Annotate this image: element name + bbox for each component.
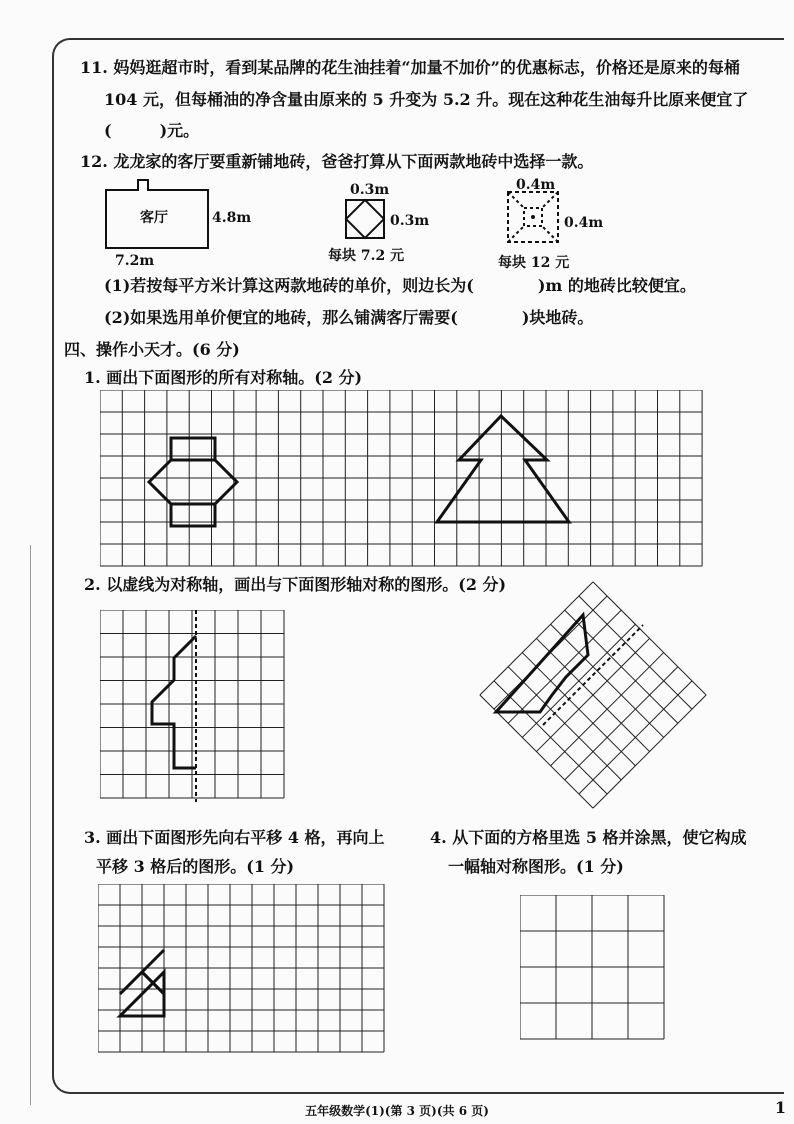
tile1-square [346, 200, 384, 238]
page-mark: 1 [774, 1098, 786, 1117]
q12-sub1: (1)若按每平方米计算这两款地砖的单价，则边长为( )m 的地砖比较便宜。 [104, 276, 696, 295]
s4-q2: 2. 以虚线为对称轴，画出与下面图形轴对称的图形。(2 分) [84, 575, 507, 594]
grid-q4 [520, 895, 670, 1045]
grid-q3 [98, 884, 388, 1054]
tile2-top: 0.4m [516, 177, 556, 193]
tile1-side: 0.3m [390, 213, 430, 229]
half-figure [152, 636, 196, 768]
room-width: 7.2m [115, 253, 155, 269]
s4-q3-line1: 3. 画出下面图形先向右平移 4 格，再向上 [84, 828, 385, 847]
grid-q2-right [448, 580, 738, 810]
binding-line [30, 545, 31, 1105]
section4-title: 四、操作小天才。(6 分) [64, 340, 240, 359]
tile1-diamond [346, 200, 384, 238]
grid-q2-left [100, 610, 290, 802]
tile2-side: 0.4m [564, 215, 604, 231]
tile1-top: 0.3m [350, 182, 390, 198]
q12-sub2: (2)如果选用单价便宜的地砖，那么铺满客厅需要( )块地砖。 [104, 308, 594, 327]
page-footer: 五年级数学(1)(第 3 页)(共 6 页) [305, 1104, 489, 1118]
s4-q1: 1. 画出下面图形的所有对称轴。(2 分) [84, 368, 363, 387]
tile1-price: 每块 7.2 元 [328, 248, 405, 264]
tile2-price: 每块 12 元 [498, 255, 570, 271]
q11-line2: 104 元，但每桶油的净含量由原来的 5 升变为 5.2 升。现在这种花生油每升比原来便宜了 [104, 90, 749, 109]
q11-line1: 11. 妈妈逛超市时，看到某品牌的花生油挂着“加量不加价”的优惠标志，价格还是原来的每桶 [80, 58, 740, 77]
room-height: 4.8m [212, 210, 252, 226]
s4-q4-line1: 4. 从下面的方格里选 5 格并涂黑，使它构成 [430, 828, 747, 847]
q11-answer-line: ( )元。 [104, 121, 200, 140]
s4-q4-line2: 一幅轴对称图形。(1 分) [448, 857, 624, 876]
s4-q3-line2: 平移 3 格后的图形。(1 分) [96, 857, 295, 876]
grid-q1 [100, 390, 712, 570]
q12-title: 12. 龙龙家的客厅要重新铺地砖，爸爸打算从下面两款地砖中选择一款。 [80, 152, 594, 171]
hexagon-figure [149, 438, 237, 526]
room-label: 客厅 [140, 210, 168, 226]
